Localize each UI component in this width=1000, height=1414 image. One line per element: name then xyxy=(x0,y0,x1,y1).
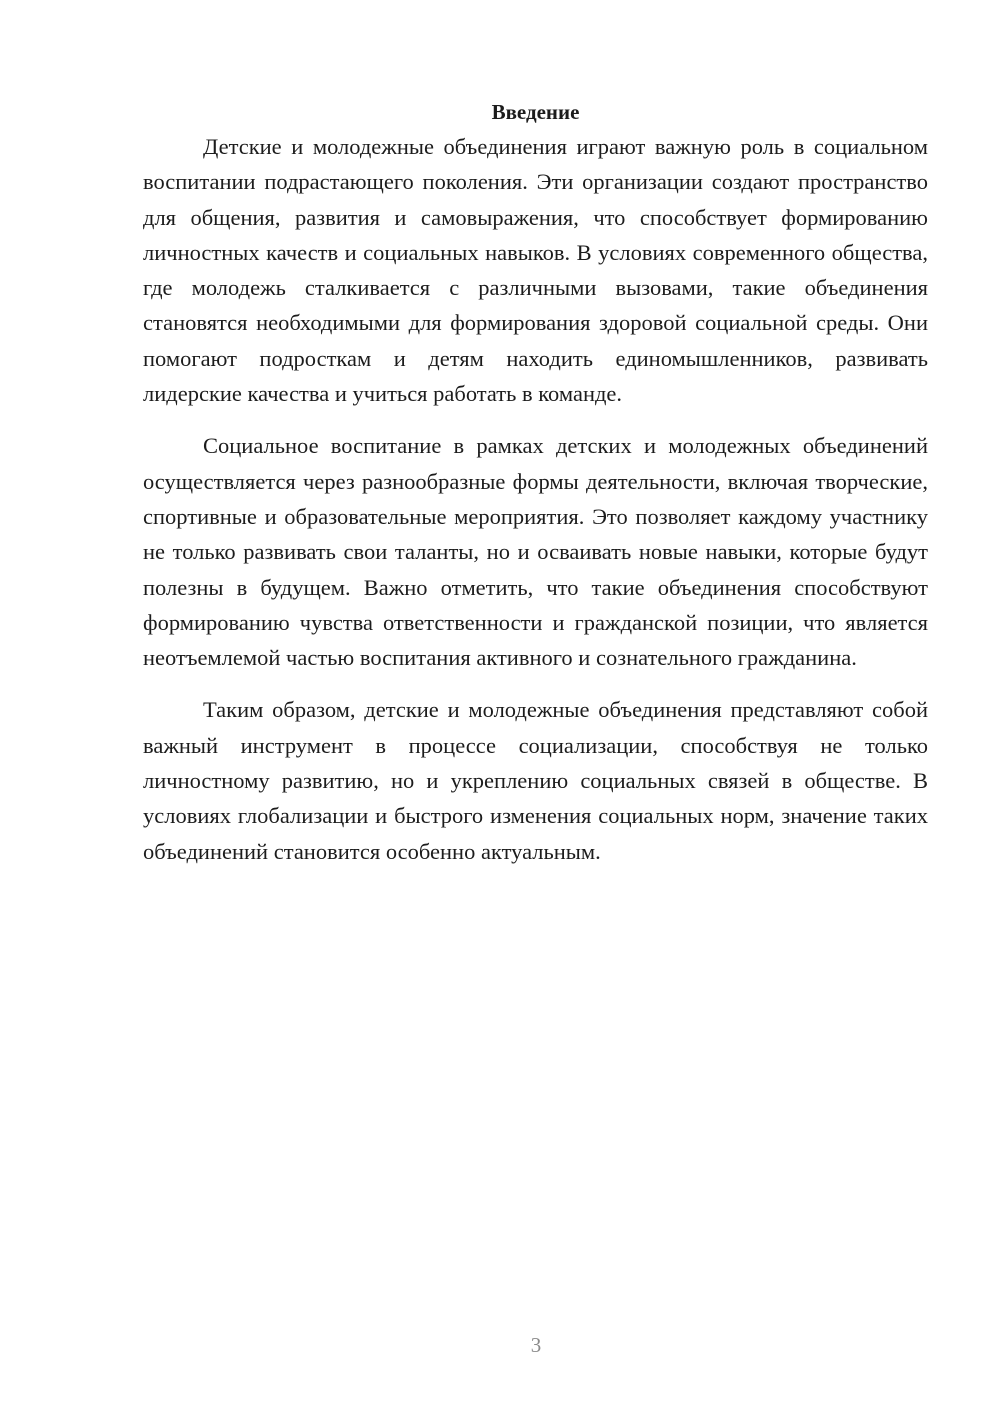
section-heading: Введение xyxy=(491,100,580,124)
paragraph-2: Социальное воспитание в рамках детских и молодежных объединений осуществляется через разнообразные формы деятельности, включая творческие, спортивные и образовательные мероприятия. Это позволяет каждому участнику не только развивать свои таланты, но и осваивать новые навыки, которые будут полезны в будущем. Важно отметить, что такие объединения способствуют формированию чувства ответственности и гражданской позиции, что является неотъемлемой частью воспитания активного и сознательного гражданина. xyxy=(143,433,928,671)
paragraph-3: Таким образом, детские и молодежные объединения представляют собой важный инструмент в процессе социализации, способствуя не только личностному развитию, но и укреплению социальных связей в обществе. В условиях глобализации и быстрого изменения социальных норм, значение таких объединений становится особенно актуальным. xyxy=(143,697,928,864)
paragraph-1: Детские и молодежные объединения играют важную роль в социальном воспитании подрастающего поколения. Эти организации создают пространство для общения, развития и самовыражения, что способствует формированию личностных качеств и социальных навыков. В условиях современного общества, где молодежь сталкивается с различными вызовами, такие объединения становятся необходимыми для формирования здоровой социальной среды. Они помогают подросткам и детям находить единомышленников, развивать лидерские качества и учиться работать в команде. xyxy=(143,134,928,407)
page-body xyxy=(143,97,928,886)
page-number: 3 xyxy=(530,1333,542,1357)
